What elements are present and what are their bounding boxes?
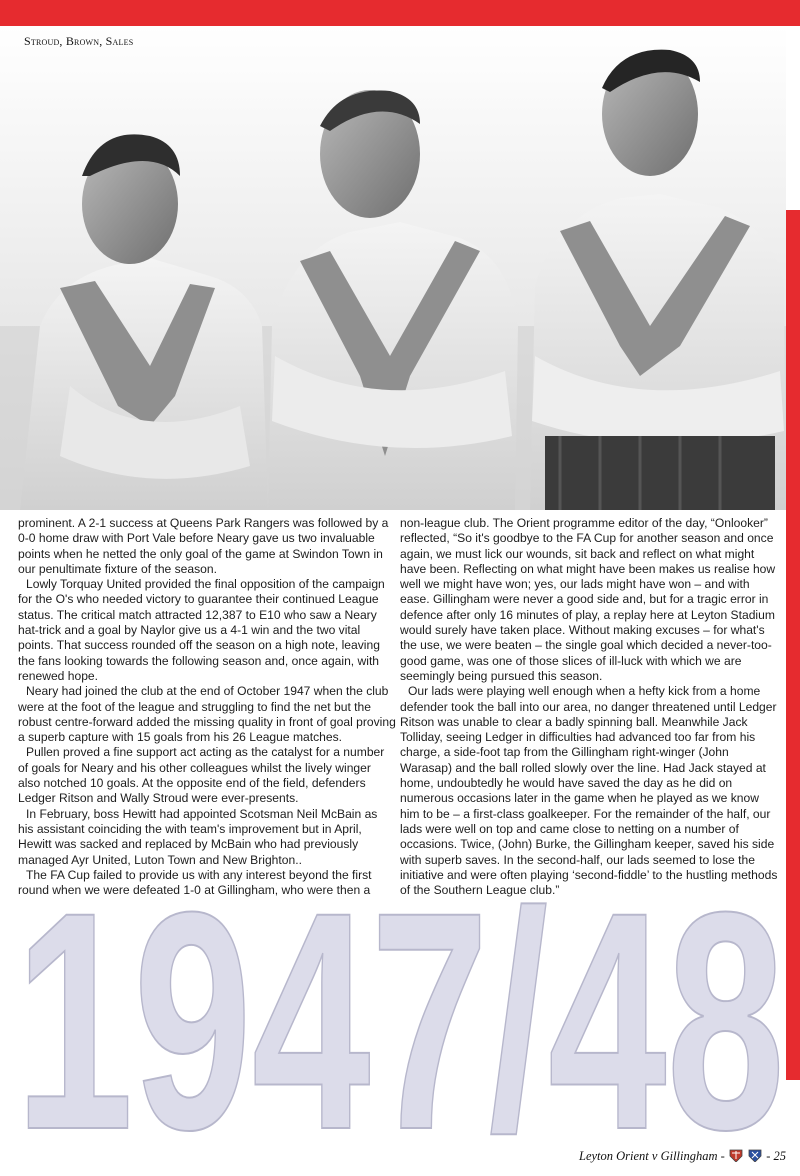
top-red-band	[0, 0, 800, 26]
orient-crest-icon	[729, 1149, 743, 1162]
paragraph: non-league club. The Orient programme editor of the day, “Onlooker” reflected, “So it's goodbye to the FA Cup for another season and once again, we must lick our wounds, sit back and reflect on what might have been. Reflecting on what might have been makes us realise how well we might have won; yes, our lads might have won – and with ease. Gillingham were never a good side and, but for a tragic error in defence after only 16 minutes of play, a replay here at Leyton Stadium would surely have taken place. Without making excuses – for what's the use, we were beaten – the single goal which decided a never-too-good game, was one of those slices of ill-luck with which we are seemingly being pursued this season.	[400, 516, 776, 683]
season-year: 1947/48	[15, 896, 785, 1146]
paragraph: The FA Cup failed to provide us with any interest beyond the first round when we were defeated 1-0 at Gillingham, who were then a	[18, 867, 372, 898]
footer-match: Leyton Orient v Gillingham -	[579, 1149, 725, 1163]
gillingham-crest-icon	[748, 1149, 762, 1162]
page-number: - 25	[766, 1149, 786, 1163]
article-column-right	[400, 516, 778, 898]
paragraph: Pullen proved a fine support act acting as the catalyst for a number of goals for Neary and his other colleagues whilst the lively winger also notched 10 goals. At the opposite end of the field, defenders Ledger Ritson and Wally Stroud were ever-presents.	[18, 745, 385, 806]
photo-credit: Stroud, Brown, Sales	[24, 34, 134, 48]
team-photo	[0, 26, 786, 510]
paragraph: Our lads were playing well enough when a hefty kick from a home defender took the ball into our area, no danger threatened until Ledger Ritson was unable to clear a badly spinning ball. Meanwhile Jack Tolliday, seeing Ledger in difficulties had advanced too far from his charge, a side-foot tap from the Gillingham right-winger (John Warasap) and the ball rolled slowly over the line. Had Jack stayed at home, undoubtedly he would have saved the day as he did on numerous occasions later in the game when he played as we know him to be – a first-class goalkeeper. For the remainder of the half, our lads were well on top and came close to netting on a number of occasions. Twice, (John) Burke, the Gillingham keeper, saved his side with superb saves. In the second-half, our lads seemed to lose the initiative and were often playing ‘second-fiddle’ to the hustling methods of the Southern League club.”	[400, 684, 778, 898]
season-year-graphic	[10, 896, 790, 1146]
paragraph: In February, boss Hewitt had appointed Scotsman Neil McBain as his assistant coinciding the with team's improvement but in April, Hewitt was sacked and replaced by McBain who had previously managed Ayr United, Luton Town and New Brighton..	[18, 806, 378, 867]
paragraph: Lowly Torquay United provided the final opposition of the campaign for the O's who needed victory to guarantee their continued League status. The critical match attracted 12,387 to E10 who saw a Neary hat-trick and a goal by Naylor give us a 4-1 win and the two vital points. That success rounded off the season on a high note, leaving the fans looking towards the following season and, once again, with renewed hope.	[18, 577, 385, 683]
photo-illustration	[0, 26, 786, 510]
paragraph: prominent. A 2-1 success at Queens Park Rangers was followed by a 0-0 home draw with Port Vale before Neary gave us two invaluable points when he netted the only goal of the game at Swindon Town in our penultimate fixture of the season.	[18, 516, 389, 576]
page-footer	[579, 1149, 786, 1164]
article-column-left	[18, 516, 396, 898]
paragraph: Neary had joined the club at the end of October 1947 when the club were at the foot of the league and struggling to find the net but the robust centre-forward added the missing quality in front of goal proving a superb capture with 15 goals from his 26 League matches.	[18, 684, 396, 745]
